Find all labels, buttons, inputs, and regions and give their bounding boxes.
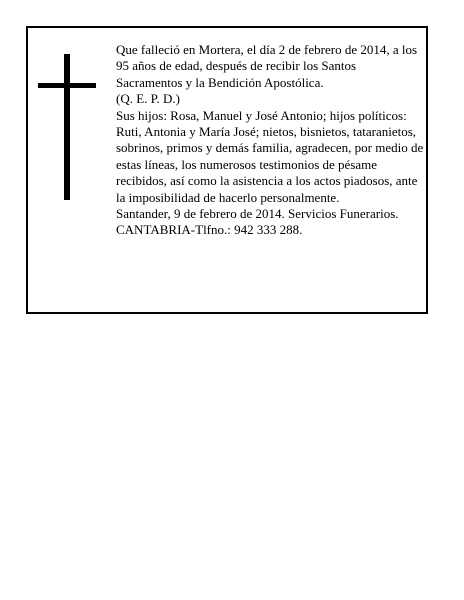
funeral-services-line: Santander, 9 de febrero de 2014. Servicios Funerarios. CANTABRIA-Tlfno.: 942 333 288. xyxy=(116,206,399,238)
cross-horizontal-bar xyxy=(38,83,96,88)
obituary-notice xyxy=(26,26,428,314)
rip-line: (Q. E. P. D.) xyxy=(116,91,180,107)
cross-vertical-bar xyxy=(64,54,70,200)
death-announcement: Que falleció en Mortera, el día 2 de febrero de 2014, a los 95 años de edad, después de recibir los Santos Sacramentos y la Bendición Apostólica. xyxy=(116,42,418,90)
family-thanks: Sus hijos: Rosa, Manuel y José Antonio; hijos políticos: Ruti, Antonia y María José; nietos, bisnietos, tataranietos, sobrinos, primos y demás familia, agradecen, por medio de estas líneas, los numerosos testimonios de pésame recibidos, así como la asistencia a los actos piadosos, ante la imposibilidad de hacerlo personalmente. xyxy=(116,107,424,205)
cross-icon xyxy=(38,54,98,200)
notice-text xyxy=(116,42,424,239)
